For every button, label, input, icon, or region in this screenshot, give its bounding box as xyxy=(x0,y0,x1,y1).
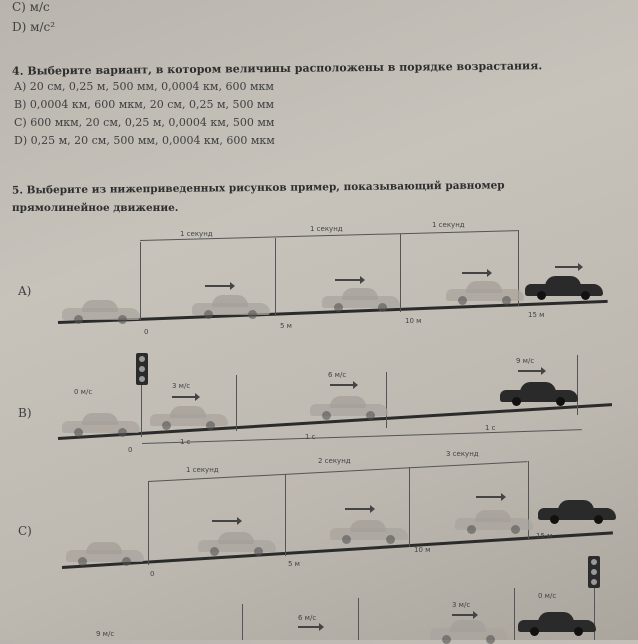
arrow-right-icon xyxy=(462,272,488,274)
arrow-right-icon xyxy=(335,279,361,281)
figure-c-mark-line xyxy=(148,481,149,565)
figure-b-time-1: 1 с xyxy=(180,438,191,446)
figure-b-label: B) xyxy=(18,406,32,420)
figure-a-time-1: 1 секунд xyxy=(180,230,213,238)
figure-c-time-2: 2 секунд xyxy=(318,457,351,465)
figure-c-time-3: 3 секунд xyxy=(446,450,479,458)
figure-a-time-2: 1 секунд xyxy=(310,225,343,233)
traffic-light-icon xyxy=(588,556,600,588)
arrow-right-icon xyxy=(212,520,238,522)
figure-b-mark-0: 0 xyxy=(128,446,133,454)
figure-a-label: A) xyxy=(18,284,32,298)
figure-b-time-3: 1 с xyxy=(485,424,496,432)
figure-d-speed-6: 6 м/с xyxy=(298,614,317,622)
figure-a-mark-line xyxy=(140,242,141,320)
q4-option-a: A) 20 см, 0,25 м, 500 мм, 0,0004 км, 600 мкм xyxy=(14,80,274,93)
car-ghost xyxy=(62,413,140,435)
arrow-right-icon xyxy=(205,285,231,287)
car-ghost xyxy=(330,520,408,542)
figure-b-speed-3: 3 м/с xyxy=(172,382,191,390)
figure-c-mark-15: 15 м xyxy=(536,532,553,540)
car-dark xyxy=(500,382,578,404)
figure-c-label: C) xyxy=(18,524,32,538)
figure-a-mark-0: 0 xyxy=(144,328,149,336)
q3-option-c: C) м/с xyxy=(12,0,50,14)
figure-d-mark-line xyxy=(514,588,515,640)
arrow-right-icon xyxy=(555,266,579,268)
arrow-right-icon xyxy=(298,626,320,628)
figure-d-speed-9: 9 м/с xyxy=(96,630,115,638)
q4-option-b: B) 0,0004 км, 600 мкм, 20 см, 0,25 м, 500 мм xyxy=(14,98,275,111)
figure-c-mark-line xyxy=(285,474,286,556)
figure-a-mark-5: 5 м xyxy=(280,322,292,330)
car-ghost xyxy=(322,288,400,310)
figure-c-mark-0: 0 xyxy=(150,570,155,578)
figure-a-mark-line xyxy=(400,234,401,312)
car-dark xyxy=(538,500,616,522)
figure-c-mark-10: 10 м xyxy=(414,546,431,554)
figure-b-speed-6: 6 м/с xyxy=(328,371,347,379)
arrow-right-icon xyxy=(172,396,196,398)
figure-b-speed-0: 0 м/с xyxy=(74,388,93,396)
figure-a-mark-10: 10 м xyxy=(405,317,422,325)
figure-d-speed-0: 0 м/с xyxy=(538,592,557,600)
figure-b-time-2: 1 с xyxy=(305,433,316,441)
car-ghost xyxy=(66,542,144,564)
figure-d-mark-line xyxy=(242,604,243,640)
q4-question: 4. Выберите вариант, в котором величины расположены в порядке возрастания. xyxy=(11,59,543,78)
car-ghost xyxy=(455,510,533,532)
arrow-right-icon xyxy=(330,384,354,386)
arrow-right-icon xyxy=(476,496,502,498)
car-ghost xyxy=(310,396,388,418)
q4-option-c: C) 600 мкм, 20 см, 0,25 м, 0,0004 км, 500 мм xyxy=(14,116,275,129)
car-ghost xyxy=(446,281,524,303)
figure-b-mark-line xyxy=(236,375,237,431)
figure-b-time-line xyxy=(142,429,582,444)
arrow-right-icon xyxy=(345,508,371,510)
figure-d-speed-3: 3 м/с xyxy=(452,601,471,609)
arrow-right-icon xyxy=(518,370,542,372)
figure-a-time-3: 1 секунд xyxy=(432,221,465,229)
figure-c-time-1: 1 секунд xyxy=(186,466,219,474)
arrow-right-icon xyxy=(452,614,474,616)
q3-option-d: D) м/с² xyxy=(12,20,56,34)
figure-a-mark-15: 15 м xyxy=(528,311,545,319)
figure-c-mark-5: 5 м xyxy=(288,560,300,568)
figure-a-mark-line xyxy=(275,238,276,316)
car-ghost xyxy=(62,300,140,322)
traffic-light-pole xyxy=(141,385,142,437)
car-dark xyxy=(518,612,596,634)
q5-question-line1: 5. Выберите из нижеприведенных рисунков пример, показывающий равномер xyxy=(11,179,505,197)
car-ghost xyxy=(192,295,270,317)
q4-option-d: D) 0,25 м, 20 см, 500 мм, 0,0004 км, 600 мкм xyxy=(14,134,275,147)
car-ghost xyxy=(150,406,228,428)
figure-d-mark-line xyxy=(358,598,359,640)
figure-b-speed-9: 9 м/с xyxy=(516,357,535,365)
car-dark xyxy=(525,276,603,298)
figure-c-mark-line xyxy=(409,467,410,547)
traffic-light-icon xyxy=(136,353,148,385)
car-ghost xyxy=(430,620,508,642)
q5-question-line2: прямолинейное движение. xyxy=(12,202,179,214)
car-ghost xyxy=(198,532,276,554)
